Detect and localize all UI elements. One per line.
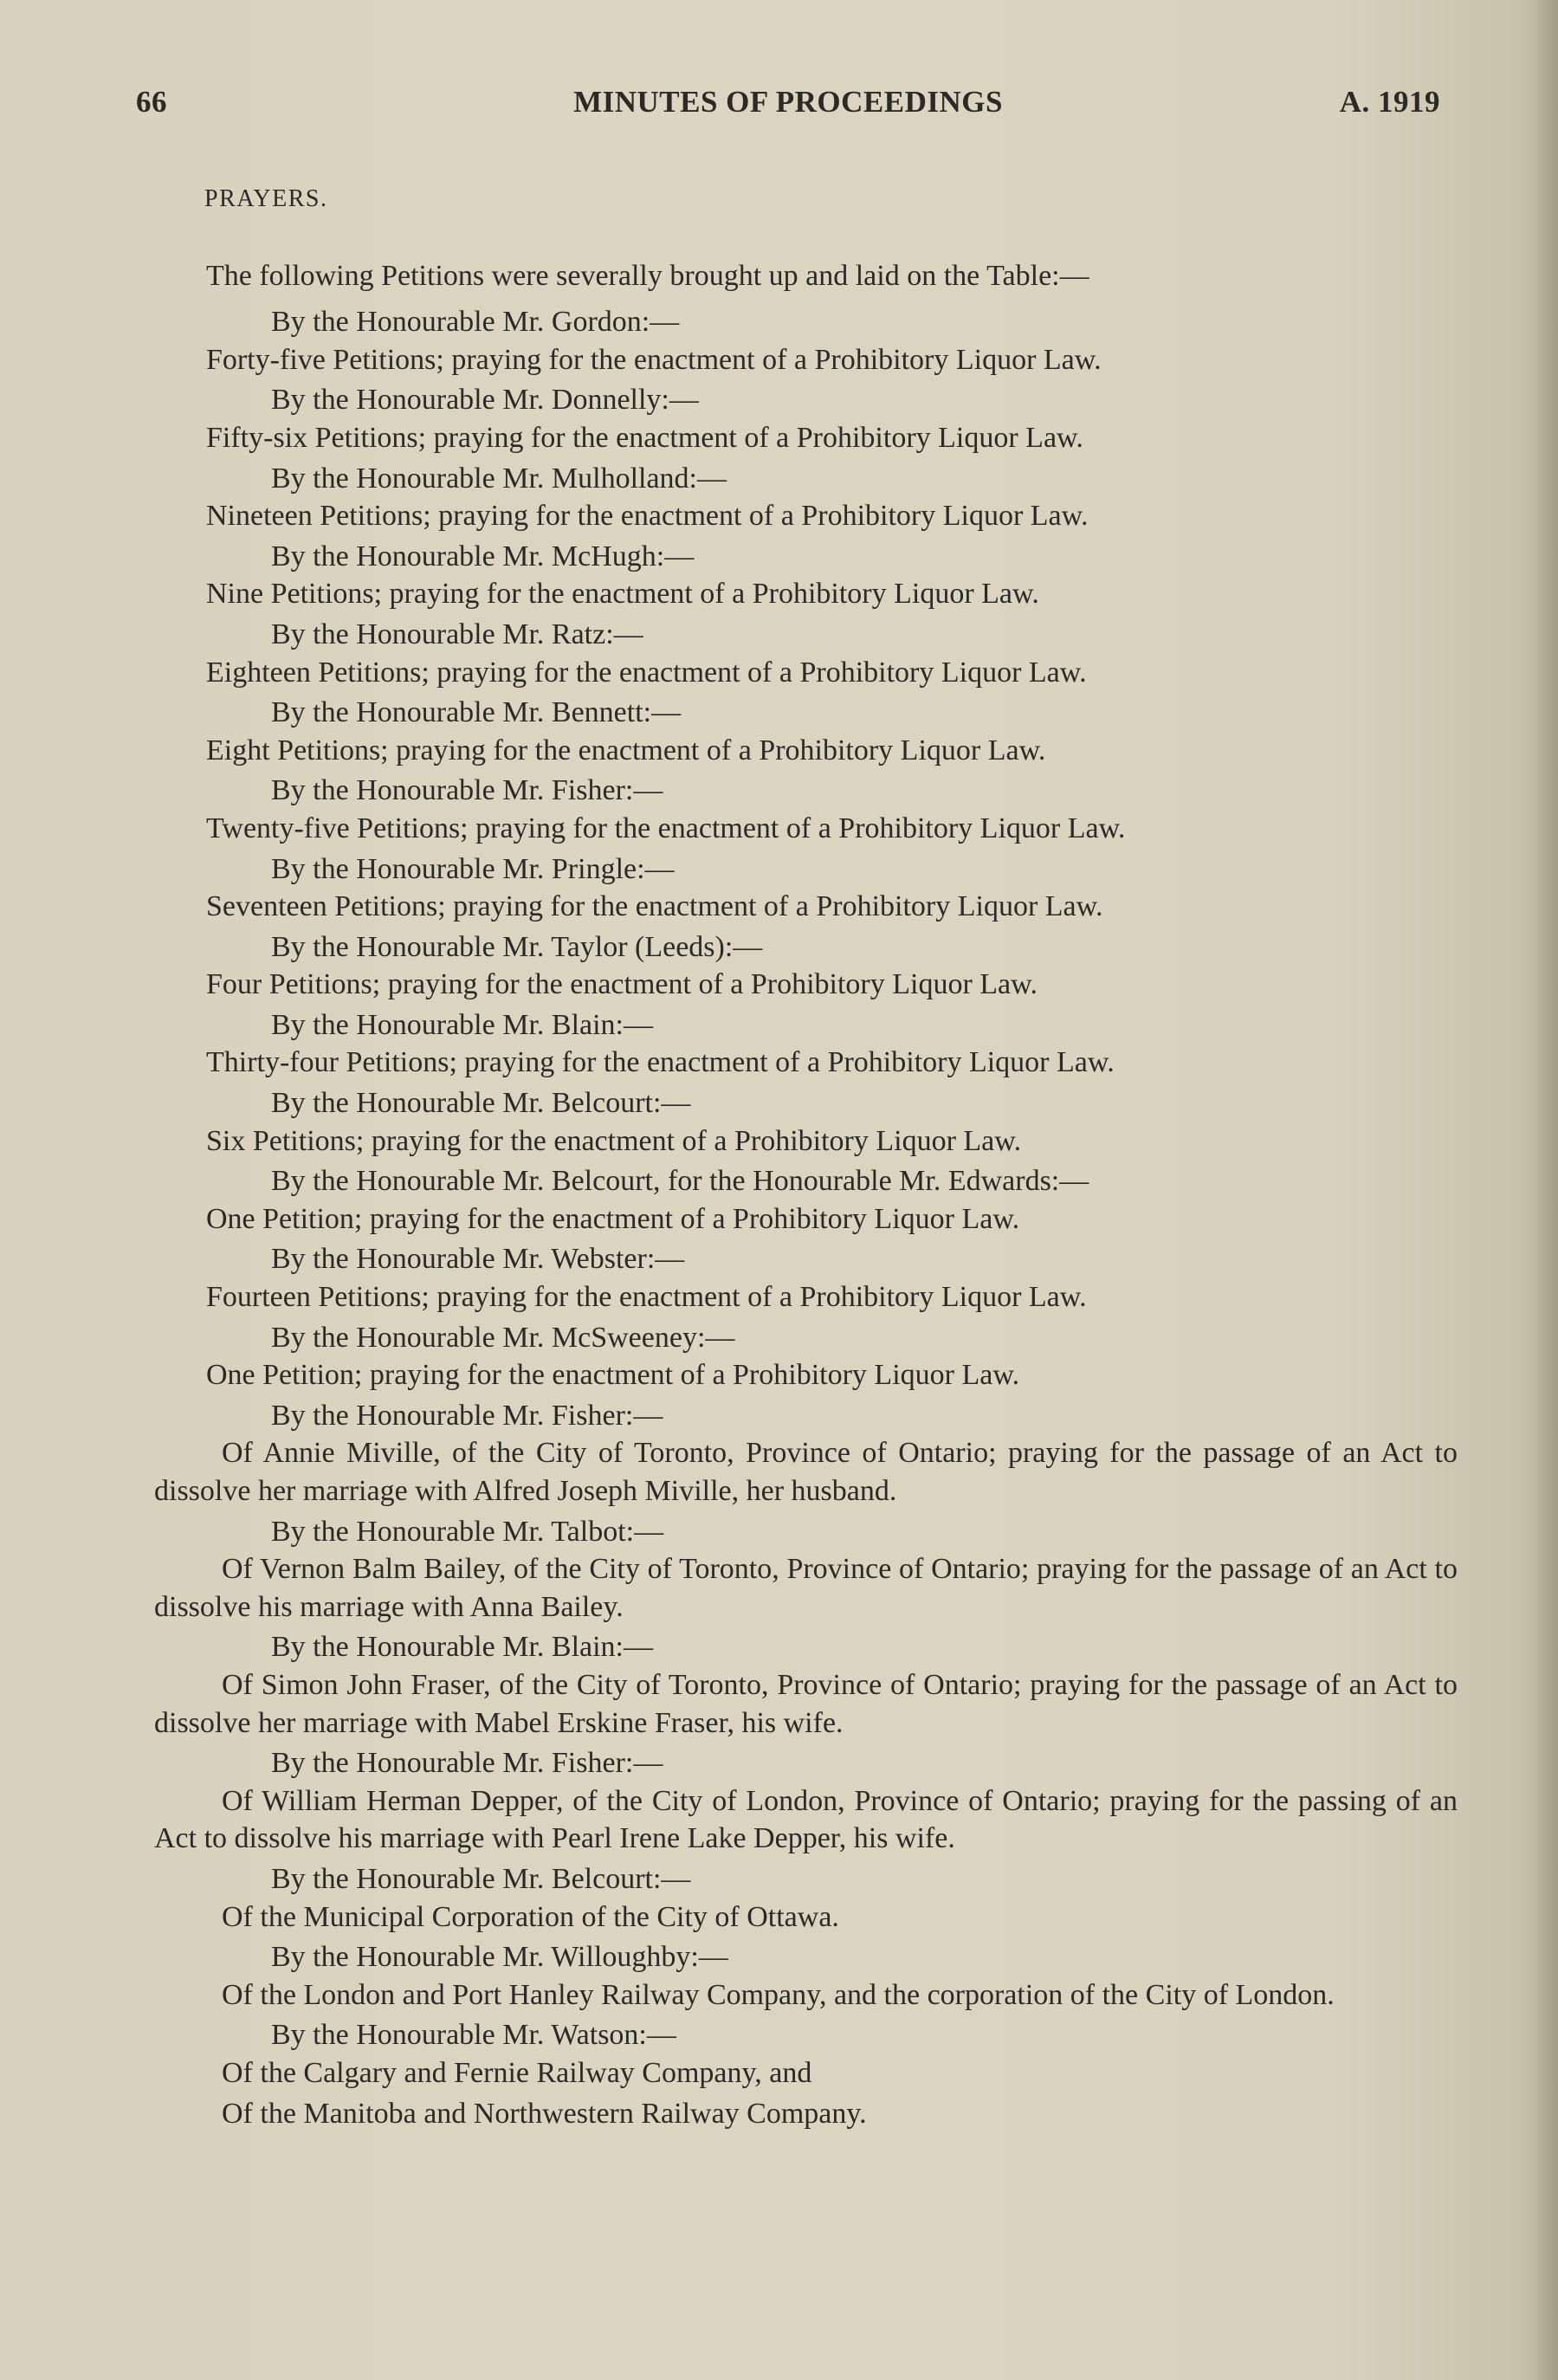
petition-text: Of the Manitoba and Northwestern Railway Company. xyxy=(222,2097,867,2130)
running-title: MINUTES OF PROCEEDINGS xyxy=(573,85,1003,119)
petition-entry xyxy=(154,1860,1458,1936)
petition-entry xyxy=(154,928,1458,1004)
petition-text: Seventeen Petitions; praying for the enactment of a Prohibitory Liquor Law. xyxy=(206,890,1103,923)
presenter-line: By the Honourable Mr. Belcourt, for the Honourable Mr. Edwards:— xyxy=(271,1165,1089,1198)
page-edge-shadow xyxy=(1532,0,1558,2380)
petition-entry xyxy=(154,1397,1458,1510)
presenter-line: By the Honourable Mr. Fisher:— xyxy=(271,774,663,807)
running-header xyxy=(136,85,1440,128)
petition-entry xyxy=(154,772,1458,847)
petition-text: Fifty-six Petitions; praying for the enactment of a Prohibitory Liquor Law. xyxy=(206,421,1083,454)
presenter-line: By the Honourable Mr. Ratz:— xyxy=(271,618,643,650)
petition-text: One Petition; praying for the enactment of a Prohibitory Liquor Law. xyxy=(206,1202,1020,1235)
presenter-line: By the Honourable Mr. Fisher:— xyxy=(271,1399,663,1432)
presenter-line: By the Honourable Mr. Blain:— xyxy=(271,1631,654,1664)
petition-text: Of the Calgary and Fernie Railway Company, and xyxy=(222,2056,812,2089)
petition-entry xyxy=(154,1084,1458,1160)
presenter-line: By the Honourable Mr. Fisher:— xyxy=(271,1747,663,1780)
section-heading: PRAYERS. xyxy=(204,185,328,212)
petition-text: Nine Petitions; praying for the enactment of a Prohibitory Liquor Law. xyxy=(206,578,1039,611)
presenter-line: By the Honourable Mr. Belcourt:— xyxy=(271,1087,691,1120)
presenter-line: By the Honourable Mr. Donnelly:— xyxy=(271,384,699,417)
petition-text: Of William Herman Depper, of the City of London, Province of Ontario; praying for the passing of an Act to dissolve his marriage with Pearl Irene Lake Depper, his wife. xyxy=(154,1784,1458,1855)
petition-entry xyxy=(154,2016,1458,2132)
petition-text: Fourteen Petitions; praying for the enactment of a Prohibitory Liquor Law. xyxy=(206,1281,1087,1314)
minutes-body xyxy=(154,180,1458,2135)
petition-entry xyxy=(154,460,1458,535)
petition-entry xyxy=(154,1006,1458,1082)
petition-entry xyxy=(154,1240,1458,1316)
petition-text: Forty-five Petitions; praying for the enactment of a Prohibitory Liquor Law. xyxy=(206,343,1102,376)
petition-entry xyxy=(154,616,1458,691)
petition-text: Of the Municipal Corporation of the City of Ottawa. xyxy=(222,1900,839,1933)
page-number: 66 xyxy=(136,85,167,119)
petition-text: Of Annie Miville, of the City of Toronto, Province of Ontario; praying for the passage of an Act to dissolve her marriage with Alfred Joseph Miville, her husband. xyxy=(154,1437,1458,1507)
petition-text: Six Petitions; praying for the enactment of a Prohibitory Liquor Law. xyxy=(206,1124,1022,1157)
petition-entry xyxy=(154,538,1458,613)
presenter-line: By the Honourable Mr. Talbot:— xyxy=(271,1515,664,1548)
petition-entry xyxy=(154,381,1458,456)
presenter-line: By the Honourable Mr. Mulholland:— xyxy=(271,462,727,495)
petition-text: One Petition; praying for the enactment of a Prohibitory Liquor Law. xyxy=(206,1359,1020,1392)
petition-entry xyxy=(154,1938,1458,2014)
petition-text: Eight Petitions; praying for the enactment of a Prohibitory Liquor Law. xyxy=(206,734,1046,766)
presenter-line: By the Honourable Mr. Blain:— xyxy=(271,1008,654,1041)
petition-text: Of the London and Port Hanley Railway Company, and the corporation of the City of London. xyxy=(222,1978,1335,2011)
presenter-line: By the Honourable Mr. Pringle:— xyxy=(271,852,675,885)
presenter-line: By the Honourable Mr. Belcourt:— xyxy=(271,1862,691,1895)
intro-paragraph: The following Petitions were severally brought up and laid on the Table:— xyxy=(206,259,1089,292)
petition-text: Twenty-five Petitions; praying for the enactment of a Prohibitory Liquor Law. xyxy=(206,812,1126,844)
petition-entry xyxy=(154,1513,1458,1627)
petition-text: Nineteen Petitions; praying for the enactment of a Prohibitory Liquor Law. xyxy=(206,500,1089,533)
petition-text: Eighteen Petitions; praying for the enactment of a Prohibitory Liquor Law. xyxy=(206,656,1087,689)
presenter-line: By the Honourable Mr. Gordon:— xyxy=(271,306,680,339)
petition-entry xyxy=(154,303,1458,378)
presenter-line: By the Honourable Mr. Taylor (Leeds):— xyxy=(271,930,763,963)
presenter-line: By the Honourable Mr. Bennett:— xyxy=(271,696,682,729)
petition-entry xyxy=(154,1319,1458,1394)
petition-text: Of Vernon Balm Bailey, of the City of Toronto, Province of Ontario; praying for the passage of an Act to dissolve his marriage with Anna Bailey. xyxy=(154,1553,1458,1623)
petition-entry xyxy=(154,694,1458,769)
presenter-line: By the Honourable Mr. Webster:— xyxy=(271,1243,685,1276)
petition-entry xyxy=(154,850,1458,926)
petition-entry xyxy=(154,1744,1458,1858)
petition-text: Four Petitions; praying for the enactment of a Prohibitory Liquor Law. xyxy=(206,968,1038,1001)
presenter-line: By the Honourable Mr. Watson:— xyxy=(271,2019,676,2052)
session-year: A. 1919 xyxy=(1339,85,1440,119)
presenter-line: By the Honourable Mr. Willoughby:— xyxy=(271,1941,728,1974)
petition-text: Thirty-four Petitions; praying for the enactment of a Prohibitory Liquor Law. xyxy=(206,1046,1115,1079)
presenter-line: By the Honourable Mr. McHugh:— xyxy=(271,540,695,572)
presenter-line: By the Honourable Mr. McSweeney:— xyxy=(271,1321,735,1354)
petition-entry xyxy=(154,1628,1458,1742)
petition-text: Of Simon John Fraser, of the City of Toronto, Province of Ontario; praying for the passage of an Act to dissolve her marriage with Mabel Erskine Fraser, his wife. xyxy=(154,1668,1458,1739)
petition-entry xyxy=(154,1162,1458,1238)
